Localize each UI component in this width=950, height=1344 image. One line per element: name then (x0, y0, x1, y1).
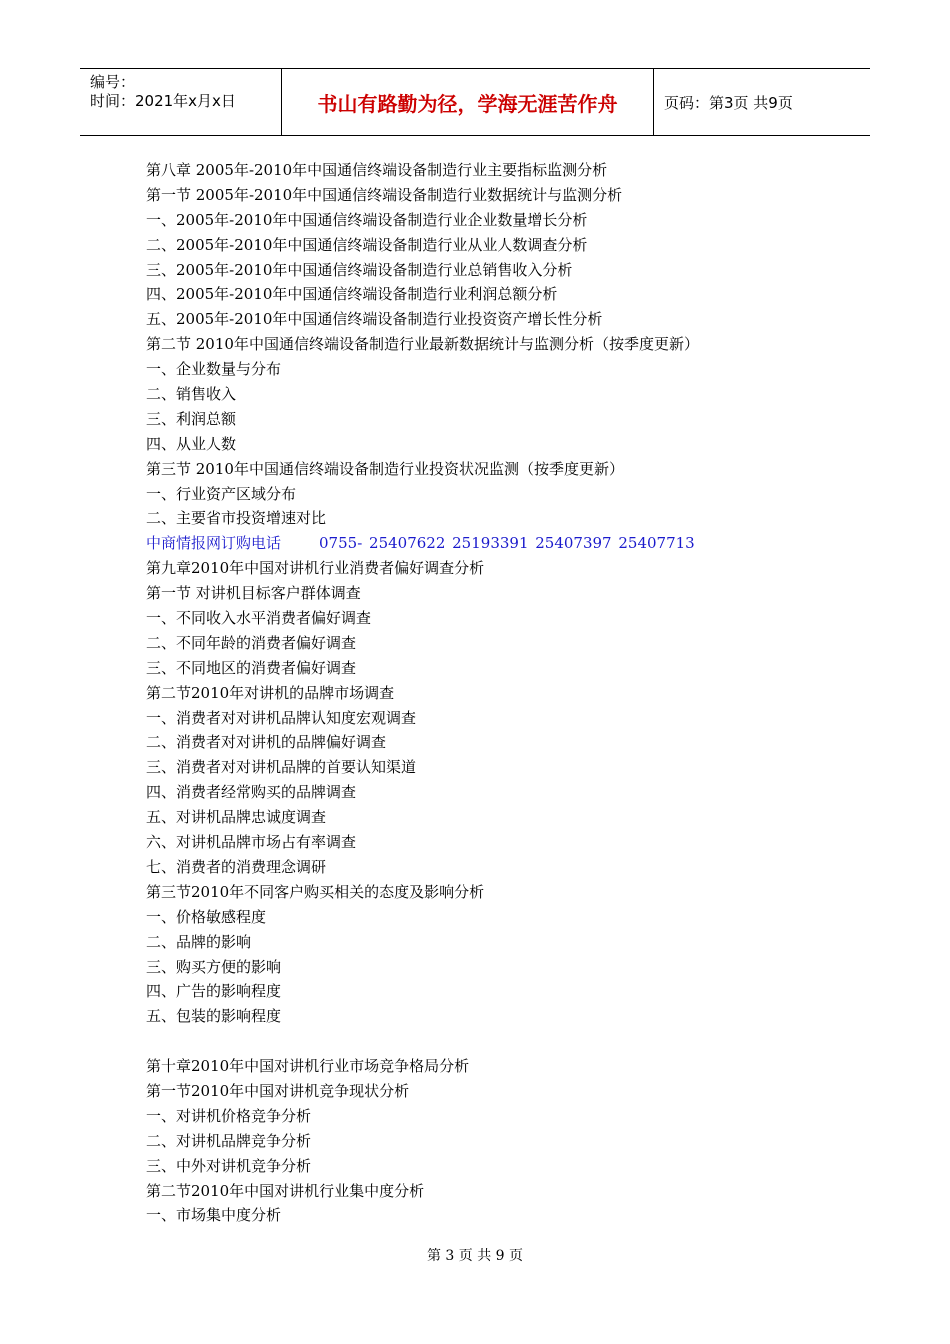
page-footer (0, 1245, 950, 1265)
toc-entry: 第三节 2010年中国通信终端设备制造行业投资状况监测（按季度更新） (146, 459, 624, 478)
page-info-text: 页码：第3页 共9页 (664, 93, 793, 112)
contact-phone-numbers: 0755- 25407622 25193391 25407397 25407713 (319, 534, 695, 553)
toc-entry: 二、主要省市投资增速对比 (146, 509, 327, 528)
toc-entry: 三、2005年-2010年中国通信终端设备制造行业总销售收入分析 (146, 260, 573, 279)
toc-entry: 一、不同收入水平消费者偏好调查 (146, 609, 372, 628)
motto-cell (282, 69, 654, 135)
toc-entry: 四、消费者经常购买的品牌调查 (146, 783, 357, 802)
toc-entry: 一、价格敏感程度 (146, 907, 267, 926)
toc-entry: 二、不同年龄的消费者偏好调查 (146, 633, 357, 652)
toc-entry: 六、对讲机品牌市场占有率调查 (146, 833, 357, 852)
contact-label: 中商情报网订购电话 (146, 534, 282, 553)
toc-entry: 第三节2010年不同客户购买相关的态度及影响分析 (146, 882, 485, 901)
toc-entry: 一、消费者对对讲机品牌认知度宏观调查 (146, 708, 417, 727)
toc-entry: 一、企业数量与分布 (146, 360, 282, 379)
toc-entry: 三、购买方便的影响 (146, 957, 282, 976)
toc-entry: 五、包装的影响程度 (146, 1007, 282, 1026)
toc-entry: 七、消费者的消费理念调研 (146, 857, 327, 876)
motto-text: 书山有路勤为径，学海无涯苦作舟 (317, 91, 618, 116)
toc-entry: 二、2005年-2010年中国通信终端设备制造行业从业人数调查分析 (146, 235, 588, 254)
toc-entry: 一、对讲机价格竞争分析 (146, 1106, 312, 1125)
toc-entry: 二、销售收入 (146, 385, 237, 404)
toc-entry: 第一节2010年中国对讲机竞争现状分析 (146, 1081, 410, 1100)
serial-label: 编号： (90, 73, 136, 91)
header-meta-cell (80, 69, 282, 135)
toc-entry: 第二节 2010年中国通信终端设备制造行业最新数据统计与监测分析（按季度更新） (146, 335, 699, 354)
toc-entry: 第九章2010年中国对讲机行业消费者偏好调查分析 (146, 559, 485, 578)
toc-entry: 四、广告的影响程度 (146, 982, 282, 1001)
toc-entry: 二、对讲机品牌竞争分析 (146, 1131, 312, 1150)
toc-entry: 二、消费者对对讲机的品牌偏好调查 (146, 733, 387, 752)
toc-entry: 第二节2010年中国对讲机行业集中度分析 (146, 1181, 425, 1200)
toc-entry: 一、市场集中度分析 (146, 1206, 282, 1225)
toc-entry: 三、中外对讲机竞争分析 (146, 1156, 312, 1175)
toc-entry: 二、品牌的影响 (146, 932, 252, 951)
toc-entry: 第八章 2005年-2010年中国通信终端设备制造行业主要指标监测分析 (146, 161, 608, 179)
toc-entry: 第二节2010年对讲机的品牌市场调查 (146, 683, 395, 702)
toc-entry: 四、从业人数 (146, 434, 237, 453)
toc-entry: 四、2005年-2010年中国通信终端设备制造行业利润总额分析 (146, 285, 558, 304)
order-contact-line (146, 531, 846, 556)
toc-entry: 一、行业资产区域分布 (146, 484, 297, 503)
time-label: 时间：2021年x月x日 (90, 92, 236, 110)
toc-entry: 五、对讲机品牌忠诚度调查 (146, 808, 327, 827)
toc-entry: 五、2005年-2010年中国通信终端设备制造行业投资资产增长性分析 (146, 310, 603, 329)
footer-page-number: 第 3 页 共 9 页 (426, 1248, 524, 1264)
page-header (80, 68, 870, 136)
blank-line (146, 1029, 846, 1054)
toc-entry: 第一节 2005年-2010年中国通信终端设备制造行业数据统计与监测分析 (146, 185, 623, 204)
toc-entry: 第一节 对讲机目标客户群体调查 (146, 584, 361, 603)
page-info-cell (654, 69, 870, 135)
toc-entry: 第十章2010年中国对讲机行业市场竞争格局分析 (146, 1057, 470, 1076)
toc-entry: 三、消费者对对讲机品牌的首要认知渠道 (146, 758, 417, 777)
toc-entry: 三、利润总额 (146, 409, 237, 428)
table-of-contents (146, 158, 846, 1228)
toc-entry: 三、不同地区的消费者偏好调查 (146, 658, 357, 677)
toc-entry: 一、2005年-2010年中国通信终端设备制造行业企业数量增长分析 (146, 210, 588, 229)
